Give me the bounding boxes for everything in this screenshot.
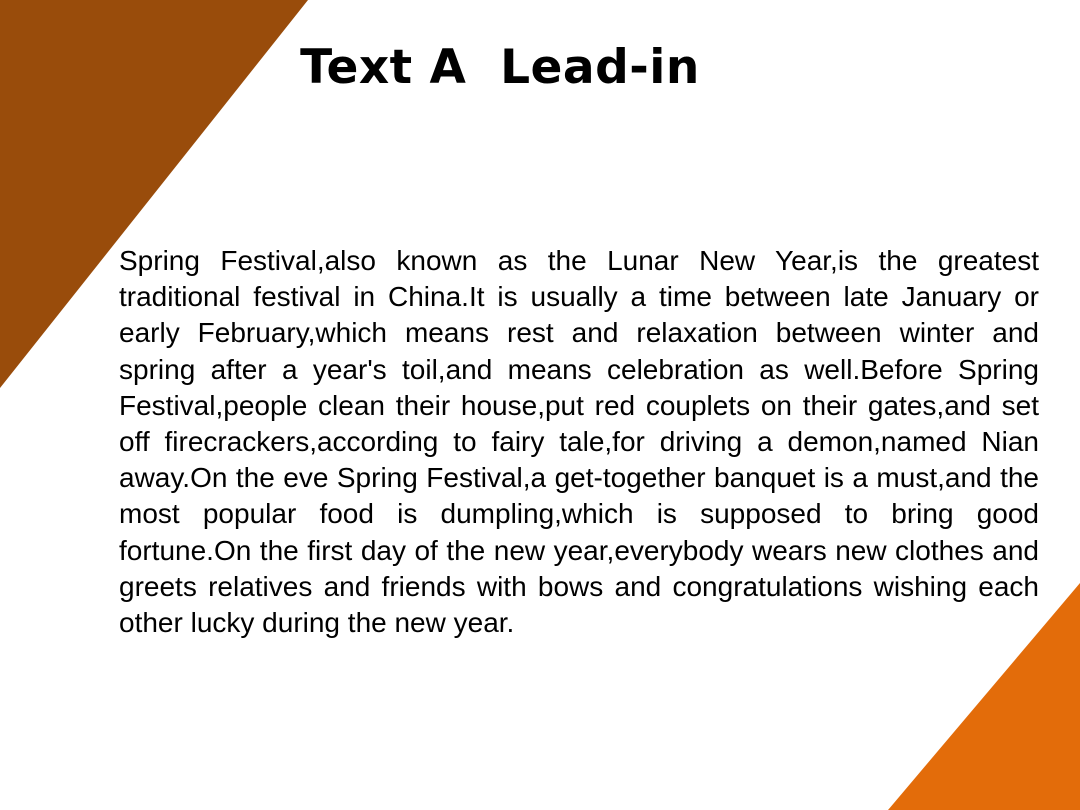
lead-in-paragraph: Spring Festival,also known as the Lunar New Year,is the greatest traditional festival in China.It is usually a time between late January or early February,which means rest and relaxation between winter and spring after a year's toil,and means celebration as well.Before Spring Festival,people clean their house,put red couplets on their gates,and set off firecrackers,according to fairy tale,for driving a demon,named Nian away.On the eve Spring Festival,a get-together banquet is a must,and the most popular food is dumpling,which is supposed to bring good fortune.On the first day of the new year,everybody wears new clothes and greets relatives and friends with bows and congratulations wishing each other lucky during the new year. [119,245,1039,639]
slide-title: Text A Lead-in [300,40,700,95]
